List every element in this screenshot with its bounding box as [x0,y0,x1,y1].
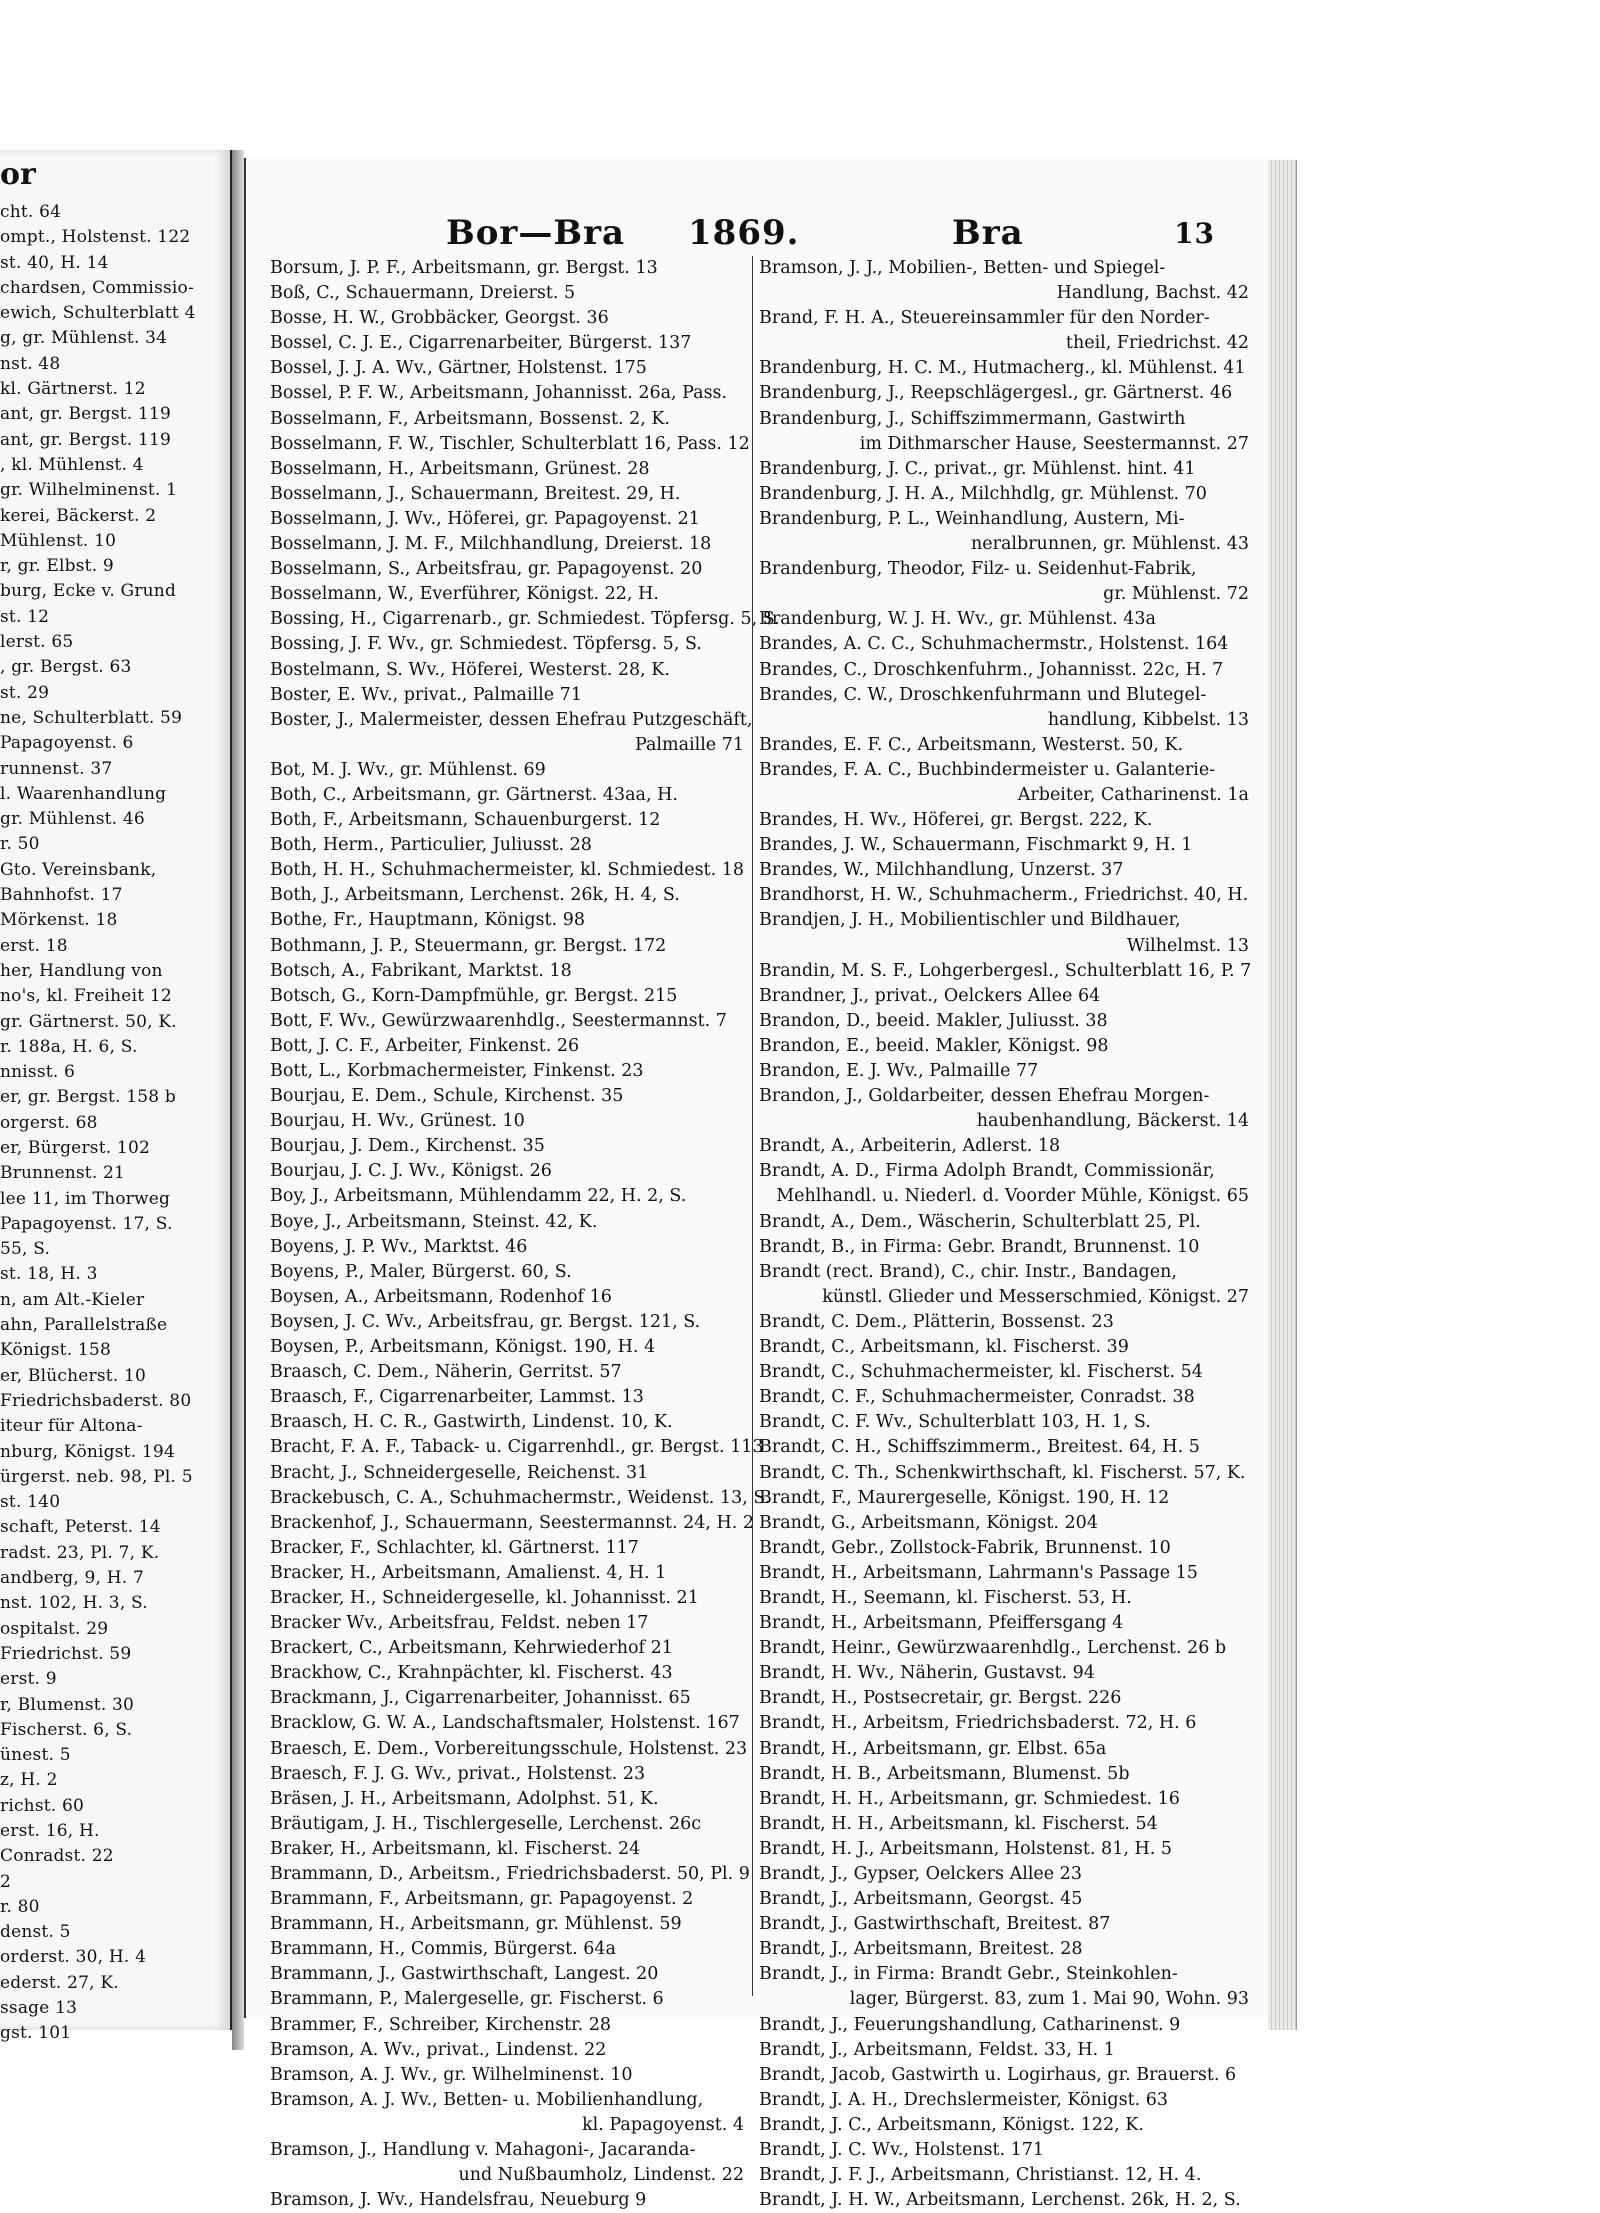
directory-entry-continuation: Arbeiter, Catharinenst. 1a [1017,784,1249,805]
left-page-line: ant, gr. Bergst. 119 [0,404,172,425]
directory-entry: Brandt, Gebr., Zollstock-Fabrik, Brunnenst. 10 [759,1537,1171,1558]
left-page-line: ospitalst. 29 [0,1618,109,1639]
left-page-line: er, Bürgerst. 102 [0,1137,150,1158]
directory-entry: Brandt, H., Arbeitsmann, Pfeiffersgang 4 [759,1613,1124,1634]
left-page-line: Bahnhofst. 17 [0,885,123,906]
directory-entry: Bossel, J. J. A. Wv., Gärtner, Holstenst. 175 [270,358,647,379]
directory-entry: Brandon, D., beeid. Makler, Juliusst. 38 [759,1010,1108,1031]
left-page-line: Brunnenst. 21 [0,1163,126,1184]
left-page-line: , kl. Mühlenst. 4 [0,454,144,475]
directory-entry: Bott, L., Korbmachermeister, Finkenst. 23 [270,1061,644,1081]
left-page-line: Gto. Vereinsbank, [0,859,157,880]
left-page-line: runnenst. 37 [0,758,113,779]
directory-entry: Brandt, C. F., Schuhmachermeister, Conradst. 38 [759,1387,1195,1408]
directory-entry: Braasch, C. Dem., Näherin, Gerritst. 57 [270,1362,622,1383]
left-page-line: her, Handlung von [0,960,163,981]
directory-entry-continuation: neralbrunnen, gr. Mühlenst. 43 [970,534,1249,555]
directory-entry: Bothe, Fr., Hauptmann, Königst. 98 [270,910,585,931]
directory-entry: Brandt, J. H. W., Arbeitsmann, Lerchenst. 26k, H. 2, S. [759,2190,1241,2211]
left-page-line: r. 50 [0,834,40,855]
directory-entry: Brammer, F., Schreiber, Kirchenstr. 28 [270,2014,611,2035]
directory-entry-continuation: theil, Friedrichst. 42 [1065,333,1249,354]
left-page-line: burg, Ecke v. Grund [0,581,177,602]
directory-entry-continuation: Wilhelmst. 13 [1126,935,1249,956]
directory-entry: Boysen, J. C. Wv., Arbeitsfrau, gr. Bergst. 121, S. [270,1311,701,1332]
left-page-line: Mühlenst. 10 [0,530,117,551]
directory-entry: Brandt, C., Schuhmachermeister, kl. Fischerst. 54 [759,1362,1203,1383]
left-page-line: Königst. 158 [0,1340,111,1361]
left-page-line: chardsen, Commissio- [0,277,194,298]
directory-entry: Brandt, C. Th., Schenkwirthschaft, kl. Fischerst. 57, K. [759,1462,1246,1483]
directory-entry: Brandes, F. A. C., Buchbindermeister u. Galanterie- [759,759,1216,780]
directory-entry: Boß, C., Schauermann, Dreierst. 5 [270,283,576,304]
left-page-line: r, gr. Elbst. 9 [0,556,114,577]
directory-entry: Brandt, J., Gypser, Oelckers Allee 23 [759,1864,1082,1884]
directory-entry: Brandt, B., in Firma: Gebr. Brandt, Brunnenst. 10 [759,1236,1200,1257]
left-page-line: erst. 9 [0,1669,57,1690]
directory-entry: Brandes, E. F. C., Arbeitsmann, Westerst. 50, K. [759,734,1184,755]
directory-entry: Brandhorst, H. W., Schuhmacherm., Friedrichst. 40, H. [759,885,1249,906]
directory-entry: Bräsen, J. H., Arbeitsmann, Adolphst. 51, K. [270,1788,659,1809]
directory-entry: Brandes, W., Milchhandlung, Unzerst. 37 [759,860,1124,881]
directory-entry: Braasch, H. C. R., Gastwirth, Lindenst. 10, K. [270,1412,673,1433]
directory-entry: Brandt, Heinr., Gewürzwaarenhdlg., Lerchenst. 26 b [759,1638,1227,1659]
left-page-line: l. Waarenhandlung [0,783,167,804]
directory-entry: Bracht, F. A. F., Taback- u. Cigarrenhdl., gr. Bergst. 113 [270,1437,764,1458]
directory-entry: Brammann, P., Malergeselle, gr. Fischerst. 6 [270,1989,664,2010]
right-page [244,158,1296,2211]
directory-entry: Bourjau, J. Dem., Kirchenst. 35 [270,1136,545,1157]
directory-entry: Bramson, J., Handlung v. Mahagoni-, Jacaranda- [270,2140,696,2161]
left-page-lines [0,200,230,2047]
directory-entry: Brandt, H. J., Arbeitsmann, Holstenst. 81, H. 5 [759,1838,1172,1859]
directory-entry: Brandt (rect. Brand), C., chir. Instr., Bandagen, [759,1261,1177,1282]
directory-entry: Bramson, A. J. Wv., Betten- u. Mobilienhandlung, [270,2089,704,2110]
directory-entry: Bothmann, J. P., Steuermann, gr. Bergst. 172 [270,935,667,956]
directory-entry-continuation: Mehlhandl. u. Niederl. d. Voorder Mühle, Königst. 65 [776,1186,1249,1207]
left-page-line: richst. 60 [0,1795,85,1816]
directory-entry: Bosselmann, J., Schauermann, Breitest. 29, H. [270,483,681,504]
left-page-line: ünest. 5 [0,1745,71,1766]
left-page-line: ssage 13 [0,1998,78,2019]
left-page-line: ant, gr. Bergst. 119 [0,429,172,450]
directory-entry: Bosse, H. W., Grobbäcker, Georgst. 36 [270,308,609,329]
directory-entry: Brandt, C. H., Schiffszimmerm., Breitest. 64, H. 5 [759,1437,1200,1458]
directory-entry: Brandt, J., Arbeitsmann, Georgst. 45 [759,1889,1083,1910]
directory-entry: Bosselmann, S., Arbeitsfrau, gr. Papagoyenst. 20 [270,559,703,580]
directory-column-left [270,256,780,2211]
directory-entry-continuation: künstl. Glieder und Messerschmied, Königst. 27 [822,1286,1249,1307]
header-range: Bor—Bra [446,213,626,253]
directory-entry: Brandt, J., in Firma: Brandt Gebr., Steinkohlen- [759,1964,1178,1985]
directory-entry: Bramson, A. J. Wv., gr. Wilhelminenst. 10 [270,2064,633,2085]
directory-entry: Brammann, D., Arbeitsm., Friedrichsbaderst. 50, Pl. 9 [270,1864,750,1884]
directory-entry: Brandjen, J. H., Mobilientischler und Bildhauer, [759,910,1181,931]
directory-entry: Bramson, J. J., Mobilien-, Betten- und Spiegel- [759,258,1166,278]
directory-entry: Brandt, H. H., Arbeitsmann, kl. Fischerst. 54 [759,1813,1158,1834]
directory-entry: Bosselmann, H., Arbeitsmann, Grünest. 28 [270,458,650,479]
directory-entry: Bracklow, G. W. A., Landschaftsmaler, Holstenst. 167 [270,1713,740,1734]
directory-entry: Brandt, A., Dem., Wäscherin, Schulterblatt 25, Pl. [759,1211,1201,1232]
directory-entry: Bracker, F., Schlachter, kl. Gärtnerst. 117 [270,1537,639,1558]
left-page-line: nnisst. 6 [0,1062,76,1083]
directory-entry: Brandt, H. B., Arbeitsmann, Blumenst. 5b [759,1763,1130,1784]
directory-entry: Borsum, J. P. F., Arbeitsmann, gr. Bergst. 13 [270,258,658,278]
left-page-line: ne, Schulterblatt. 59 [0,707,183,728]
directory-entry: Bossel, C. J. E., Cigarrenarbeiter, Bürgerst. 137 [270,333,692,354]
directory-entry: Brackert, C., Arbeitsmann, Kehrwiederhof 21 [270,1638,673,1659]
directory-entry: Brandt, H., Seemann, kl. Fischerst. 53, H. [759,1587,1132,1608]
left-page-line: Conradst. 22 [0,1846,114,1867]
directory-entry: Both, F., Arbeitsmann, Schauenburgerst. 12 [270,810,661,831]
directory-entry: Bossel, P. F. W., Arbeitsmann, Johannisst. 26a, Pass. [270,383,728,404]
directory-entry-continuation: und Nußbaumholz, Lindenst. 22 [458,2165,744,2186]
directory-entry: Brand, F. H. A., Steuereinsammler für den Norder- [759,308,1210,329]
left-page-line: gr. Wilhelminenst. 1 [0,480,178,501]
left-page-line: ederst. 27, K. [0,1972,119,1993]
directory-entry: Boyens, J. P. Wv., Marktst. 46 [270,1236,528,1257]
directory-entry-continuation: Palmaille 71 [634,734,744,755]
directory-entry: Brandt, H. Wv., Näherin, Gustavst. 94 [759,1663,1095,1684]
directory-entry: Brandt, H., Arbeitsm, Friedrichsbaderst. 72, H. 6 [759,1713,1197,1734]
left-page-line: Friedrichsbaderst. 80 [0,1390,192,1411]
left-page-line: , gr. Bergst. 63 [0,657,132,678]
directory-entry: Brandt, J., Arbeitsmann, Breitest. 28 [759,1939,1083,1960]
left-page-line: g, gr. Mühlenst. 34 [0,328,168,349]
directory-entry: Brandes, C. W., Droschkenfuhrmann und Blutegel- [759,684,1207,705]
directory-entry: Boster, J., Malermeister, dessen Ehefrau Putzgeschäft, [270,709,753,730]
left-page-line: lee 11, im Thorweg [0,1188,171,1209]
directory-entry: Bracht, J., Schneidergeselle, Reichenst. 31 [270,1462,649,1483]
directory-entry: Brandt, J., Feuerungshandlung, Catharinenst. 9 [759,2014,1181,2035]
directory-entry: Bramson, A. Wv., privat., Lindenst. 22 [270,2039,607,2060]
directory-entry: Bourjau, J. C. J. Wv., Königst. 26 [270,1161,552,1182]
directory-entry: Brandt, F., Maurergeselle, Königst. 190, H. 12 [759,1487,1170,1508]
directory-entry: Brandin, M. S. F., Lohgerbergesl., Schulterblatt 16, P. 7 [759,960,1252,981]
directory-entry: Brandenburg, Theodor, Filz- u. Seidenhut-Fabrik, [759,559,1197,580]
directory-entry: Braasch, F., Cigarrenarbeiter, Lammst. 13 [270,1387,644,1408]
left-page-line: Mörkenst. 18 [0,910,118,931]
left-page-line: n, am Alt.-Kieler [0,1289,145,1310]
left-page-line: radst. 23, Pl. 7, K. [0,1542,160,1563]
directory-entry: Bourjau, E. Dem., Schule, Kirchenst. 35 [270,1086,624,1107]
left-page-line: r. 80 [0,1896,40,1917]
directory-entry: Boy, J., Arbeitsmann, Mühlendamm 22, H. 2, S. [270,1186,687,1207]
book-gutter [232,150,244,2050]
left-page-line: kl. Gärtnerst. 12 [0,379,146,400]
left-page-line: gr. Mühlenst. 46 [0,809,145,830]
directory-entry: Brackenhof, J., Schauermann, Seestermannst. 24, H. 2 [270,1512,755,1533]
left-page-header: or [0,157,36,192]
directory-entry: Brandt, J. A. H., Drechslermeister, Königst. 63 [759,2089,1169,2110]
directory-entry: Brammann, H., Commis, Bürgerst. 64a [270,1939,616,1960]
left-page-line: Papagoyenst. 17, S. [0,1213,173,1234]
directory-entry: Bracker, H., Arbeitsmann, Amalienst. 4, H. 1 [270,1562,667,1583]
directory-entry: Bracker, H., Schneidergeselle, kl. Johannisst. 21 [270,1587,699,1608]
header-year: 1869. [688,213,800,253]
directory-entry: Both, C., Arbeitsmann, gr. Gärtnerst. 43aa, H. [270,784,678,805]
left-page-line: erst. 16, H. [0,1821,100,1841]
left-page-line: ürgerst. neb. 98, Pl. 5 [0,1466,193,1487]
directory-entry: Brandt, C. Dem., Plätterin, Bossenst. 23 [759,1311,1114,1332]
directory-entry: Bracker Wv., Arbeitsfrau, Feldst. neben 17 [270,1613,649,1634]
left-page-line: nburg, Königst. 194 [0,1441,175,1462]
directory-entry: Brandes, A. C. C., Schuhmachermstr., Holstenst. 164 [759,634,1229,655]
directory-entry: Bossing, H., Cigarrenarb., gr. Schmiedest. Töpfersg. 5, S. [270,609,780,630]
directory-entry: Brandt, C. F. Wv., Schulterblatt 103, H. 1, S. [759,1412,1151,1433]
left-page-line: z, H. 2 [0,1770,58,1791]
directory-entry: Bosselmann, W., Everführer, Königst. 22, H. [270,584,659,605]
directory-entry: Botsch, G., Korn-Dampfmühle, gr. Bergst. 215 [270,985,678,1006]
directory-entry: Boysen, A., Arbeitsmann, Rodenhof 16 [270,1286,612,1307]
directory-entry-continuation: handlung, Kibbelst. 13 [1047,709,1249,730]
left-page-line: st. 140 [0,1492,61,1513]
directory-entry: Braker, H., Arbeitsmann, kl. Fischerst. 24 [270,1838,641,1859]
directory-entry: Brackebusch, C. A., Schuhmachermstr., Weidenst. 13, S. [270,1487,771,1508]
left-page-line: ompt., Holstenst. 122 [0,227,191,248]
directory-entry: Brammann, F., Arbeitsmann, gr. Papagoyenst. 2 [270,1889,694,1910]
directory-column-right [752,256,1253,2211]
directory-entry: Bosselmann, J. M. F., Milchhandlung, Dreierst. 18 [270,534,712,555]
directory-entry: Bosselmann, F. W., Tischler, Schulterblatt 16, Pass. 12 [270,433,750,454]
directory-entry: Bostelmann, S. Wv., Höferei, Westerst. 28, K. [270,659,670,680]
page-number: 13 [1174,217,1215,250]
directory-entry: Both, J., Arbeitsmann, Lerchenst. 26k, H. 4, S. [270,885,680,906]
left-page-line: st. 18, H. 3 [0,1264,98,1285]
directory-entry-continuation: gr. Mühlenst. 72 [1103,584,1249,605]
directory-entry-continuation: im Dithmarscher Hause, Seestermannst. 27 [859,433,1249,454]
left-page-line: iteur für Altona- [0,1416,143,1437]
directory-entry: Brandes, J. W., Schauermann, Fischmarkt 9, H. 1 [759,835,1193,856]
left-page-line: nst. 102, H. 3, S. [0,1593,148,1614]
directory-entry: Boysen, P., Arbeitsmann, Königst. 190, H. 4 [270,1337,656,1358]
directory-entry: Bräutigam, J. H., Tischlergeselle, Lerchenst. 26c [270,1813,702,1834]
left-page-line: 55, S. [0,1239,51,1260]
directory-entry: Brandenburg, W. J. H. Wv., gr. Mühlenst. 43a [759,609,1156,630]
left-page-line: st. 29 [0,682,50,703]
directory-entry: Brandt, H., Postsecretair, gr. Bergst. 226 [759,1688,1122,1709]
directory-entry: Boster, E. Wv., privat., Palmaille 71 [270,684,582,705]
directory-entry: Bott, F. Wv., Gewürzwaarenhdlg., Seestermannst. 7 [270,1010,727,1031]
directory-entry-continuation: Handlung, Bachst. 42 [1056,283,1249,304]
directory-entry: Brandt, C., Arbeitsmann, kl. Fischerst. 39 [759,1337,1129,1358]
directory-entry: Boyens, P., Maler, Bürgerst. 60, S. [270,1261,572,1282]
directory-entry: Brandt, J. F. J., Arbeitsmann, Christianst. 12, H. 4. [759,2165,1202,2186]
directory-entry: Brandenburg, J., Schiffszimmermann, Gastwirth [759,408,1186,429]
directory-entry: Brandner, J., privat., Oelckers Allee 64 [759,985,1101,1006]
directory-entry: Both, H. H., Schuhmachermeister, kl. Schmiedest. 18 [270,860,744,881]
left-page-line: 2 [0,1871,12,1892]
left-page-line: no's, kl. Freiheit 12 [0,986,172,1007]
directory-entry: Braesch, E. Dem., Vorbereitungsschule, Holstenst. 23 [270,1738,748,1759]
directory-entry: Brandenburg, H. C. M., Hutmacherg., kl. Mühlenst. 41 [759,358,1246,379]
directory-entry: Brandt, A., Arbeiterin, Adlerst. 18 [759,1136,1061,1157]
directory-entry: Bourjau, H. Wv., Grünest. 10 [270,1111,525,1132]
left-page-line: st. 12 [0,606,50,627]
directory-entry: Bot, M. J. Wv., gr. Mühlenst. 69 [270,759,546,780]
left-page-line: Friedrichst. 59 [0,1643,132,1664]
directory-entry: Bossing, J. F. Wv., gr. Schmiedest. Töpfersg. 5, S. [270,634,702,655]
left-page-line: kerei, Bäckerst. 2 [0,505,157,526]
directory-entry: Brandt, J. C. Wv., Holstenst. 171 [759,2140,1045,2161]
page-stack-edge [1268,160,1297,2030]
directory-entry: Botsch, A., Fabrikant, Marktst. 18 [270,960,572,981]
directory-entry: Both, Herm., Particulier, Juliusst. 28 [270,835,592,856]
left-page-line: st. 40, H. 14 [0,252,109,273]
directory-entry: Brandt, Jacob, Gastwirth u. Logirhaus, gr. Brauerst. 6 [759,2064,1237,2085]
directory-entry: Bosselmann, J. Wv., Höferei, gr. Papagoyenst. 21 [270,508,700,529]
directory-entry-continuation: kl. Papagoyenst. 4 [582,2114,744,2135]
directory-entry: Brandon, J., Goldarbeiter, dessen Ehefrau Morgen- [759,1086,1210,1107]
left-page-line: orgerst. 68 [0,1112,98,1133]
left-page-line: r. 188a, H. 6, S. [0,1036,138,1057]
left-page-line: lerst. 65 [0,632,74,653]
directory-entry: Brandenburg, J. C., privat., gr. Mühlenst. hint. 41 [759,458,1196,479]
left-page-line: gr. Gärtnerst. 50, K. [0,1011,177,1032]
directory-entry: Brandt, G., Arbeitsmann, Königst. 204 [759,1512,1098,1533]
left-page-edge [0,150,232,2044]
directory-entry: Brandt, A. D., Firma Adolph Brandt, Commissionär, [759,1161,1215,1182]
directory-entry: Braesch, F. J. G. Wv., privat., Holstenst. 23 [270,1763,646,1784]
left-page-line: erst. 18 [0,935,68,956]
left-page-line: denst. 5 [0,1922,71,1943]
directory-entry: Brammann, H., Arbeitsmann, gr. Mühlenst. 59 [270,1914,682,1935]
directory-entry: Brandt, J., Arbeitsmann, Feldst. 33, H. 1 [759,2039,1115,2060]
left-page-line: er, gr. Bergst. 158 b [0,1087,176,1108]
left-page-line: Fischerst. 6, S. [0,1719,133,1740]
directory-entry-continuation: haubenhandlung, Bäckerst. 14 [976,1111,1249,1132]
directory-entry: Brandt, J., Gastwirthschaft, Breitest. 87 [759,1914,1111,1935]
directory-entry: Brandon, E., beeid. Makler, Königst. 98 [759,1035,1109,1056]
directory-entry: Boye, J., Arbeitsmann, Steinst. 42, K. [270,1211,598,1232]
directory-entry: Brandt, H. H., Arbeitsmann, gr. Schmiedest. 16 [759,1788,1180,1809]
directory-entry: Bott, J. C. F., Arbeiter, Finkenst. 26 [270,1035,580,1056]
left-page-line: nst. 48 [0,353,61,374]
directory-entry: Brammann, J., Gastwirthschaft, Langest. 20 [270,1964,659,1985]
left-page-line: gst. 101 [0,2023,72,2044]
left-page-line: er, Blücherst. 10 [0,1365,147,1386]
left-page-line: r, Blumenst. 30 [0,1694,135,1715]
left-page-line: Papagoyenst. 6 [0,733,134,754]
directory-entry: Bramson, J. Wv., Handelsfrau, Neueburg 9 [270,2190,647,2211]
directory-entry: Brandenburg, J. H. A., Milchhdlg, gr. Mühlenst. 70 [759,483,1207,504]
directory-entry: Brackmann, J., Cigarrenarbeiter, Johannisst. 65 [270,1688,691,1709]
directory-entry: Brandenburg, J., Reepschlägergesl., gr. Gärtnerst. 46 [759,383,1233,404]
directory-entry: Brandt, H., Arbeitsmann, gr. Elbst. 65a [759,1738,1107,1759]
header-key: Bra [952,213,1024,253]
left-page-line: andberg, 9, H. 7 [0,1568,144,1589]
directory-entry: Bosselmann, F., Arbeitsmann, Bossenst. 2, K. [270,408,670,429]
directory-entry: Brandt, H., Arbeitsmann, Lahrmann's Passage 15 [759,1562,1198,1583]
directory-entry: Brandt, J. C., Arbeitsmann, Königst. 122, K. [759,2114,1144,2135]
left-page-line: ahn, Parallelstraße [0,1315,168,1336]
directory-entry: Brackhow, C., Krahnpächter, kl. Fischerst. 43 [270,1663,673,1684]
left-page-line: orderst. 30, H. 4 [0,1947,147,1968]
directory-entry: Brandon, E. J. Wv., Palmaille 77 [759,1061,1039,1081]
directory-entry: Brandes, C., Droschkenfuhrm., Johannisst. 22c, H. 7 [759,659,1224,680]
left-page-line: schaft, Peterst. 14 [0,1517,161,1538]
directory-entry: Brandes, H. Wv., Höferei, gr. Bergst. 222, K. [759,810,1153,831]
directory-entry-continuation: lager, Bürgerst. 83, zum 1. Mai 90, Wohn. 93 [849,1989,1249,2010]
left-page-line: ewich, Schulterblatt 4 [0,303,196,324]
directory-entry: Brandenburg, P. L., Weinhandlung, Austern, Mi- [759,508,1185,529]
left-page-line: cht. 64 [0,202,62,222]
